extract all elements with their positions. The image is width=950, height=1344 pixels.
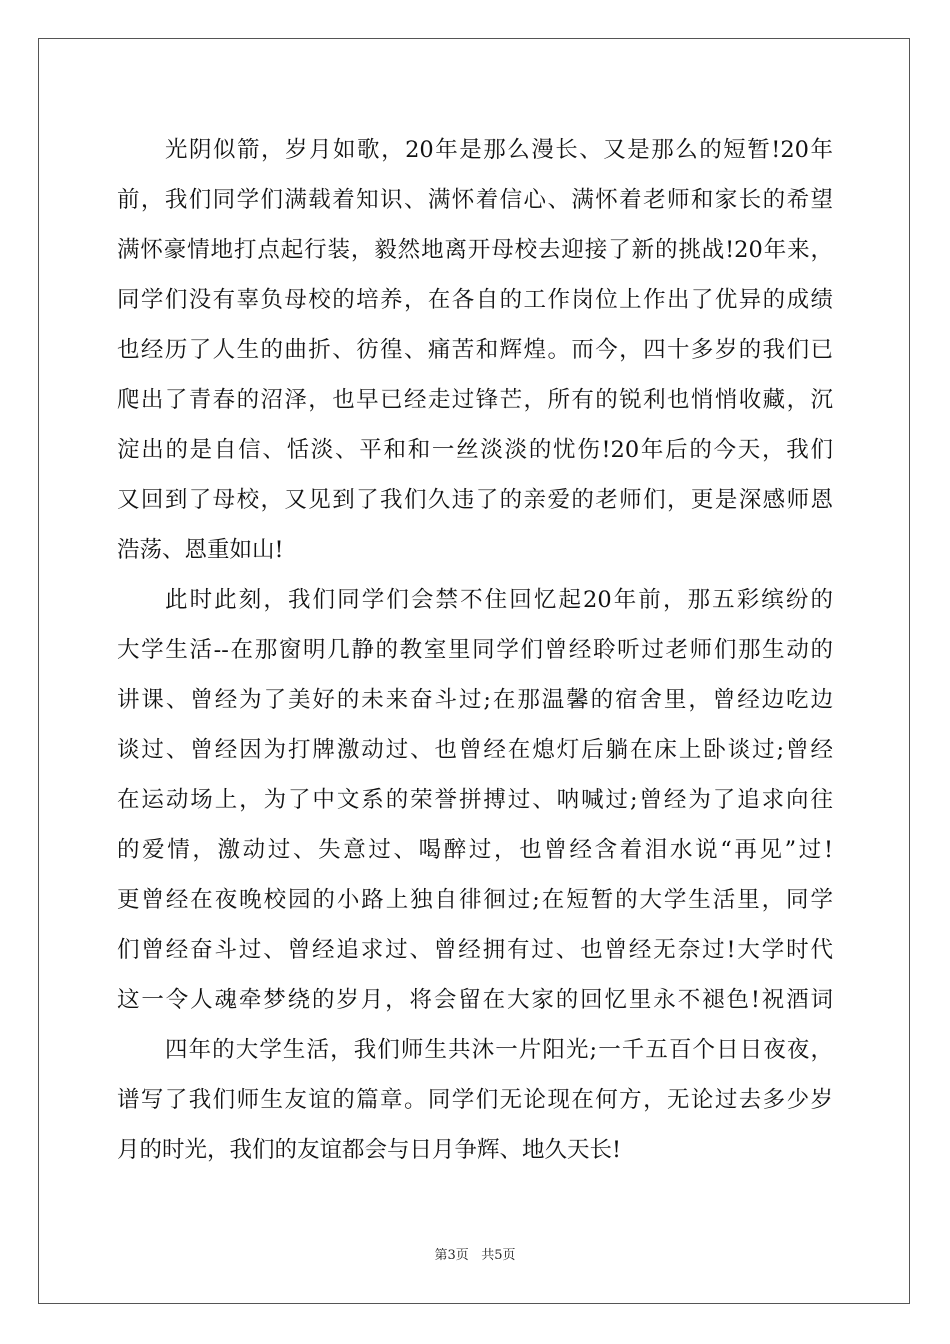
paragraph-2-line-4: 谈过、曾经因为打牌激动过、也曾经在熄灯后躺在床上卧谈过;曾经 (117, 737, 833, 763)
paragraph-2-line-3: 讲课、曾经为了美好的未来奋斗过;在那温馨的宿舍里，曾经边吃边 (117, 687, 833, 713)
paragraph-1-line-7: 淀出的是自信、恬淡、平和和一丝淡淡的忧伤!20年后的今天，我们 (117, 437, 833, 463)
page-footer (0, 1247, 950, 1265)
paragraph-1-line-6: 爬出了青春的沼泽，也早已经走过锋芒，所有的锐利也悄悄收藏，沉 (117, 387, 833, 413)
paragraph-1-line-1: 光阴似箭，岁月如歌，20年是那么漫长、又是那么的短暂!20年 (165, 137, 833, 163)
paragraph-1-line-4: 同学们没有辜负母校的培养，在各自的工作岗位上作出了优异的成绩 (117, 287, 833, 313)
paragraph-1-line-3: 满怀豪情地打点起行装，毅然地离开母校去迎接了新的挑战!20年来， (117, 237, 833, 263)
paragraph-2-line-7: 更曾经在夜晚校园的小路上独自徘徊过;在短暂的大学生活里，同学 (117, 887, 833, 913)
paragraph-2-line-1: 此时此刻，我们同学们会禁不住回忆起20年前，那五彩缤纷的 (165, 587, 833, 613)
paragraph-2-line-6: 的爱情，激动过、失意过、喝醉过，也曾经含着泪水说“再见”过! (117, 837, 833, 863)
paragraph-3-line-2: 谱写了我们师生友谊的篇章。同学们无论现在何方，无论过去多少岁 (117, 1087, 833, 1113)
paragraph-1-line-2: 前，我们同学们满载着知识、满怀着信心、满怀着老师和家长的希望 (117, 187, 833, 213)
paragraph-3-line-1: 四年的大学生活，我们师生共沐一片阳光;一千五百个日日夜夜， (165, 1037, 833, 1063)
paragraph-2-line-9: 这一令人魂牵梦绕的岁月，将会留在大家的回忆里永不褪色!祝酒词 (117, 987, 833, 1013)
paragraph-3-line-3: 月的时光，我们的友谊都会与日月争辉、地久天长! (117, 1137, 622, 1163)
paragraph-1-line-8: 又回到了母校，又见到了我们久违了的亲爱的老师们，更是深感师恩 (117, 487, 833, 513)
paragraph-1-line-9: 浩荡、恩重如山! (117, 537, 284, 563)
page-number: 第3页 (434, 1248, 469, 1263)
page-total: 共5页 (481, 1248, 516, 1263)
paragraph-2-line-5: 在运动场上，为了中文系的荣誉拼搏过、呐喊过;曾经为了追求向往 (117, 787, 833, 813)
paragraph-2-line-2: 大学生活--在那窗明几静的教室里同学们曾经聆听过老师们那生动的 (117, 637, 833, 663)
paragraph-1-line-5: 也经历了人生的曲折、彷徨、痛苦和辉煌。而今，四十多岁的我们已 (117, 337, 833, 363)
paragraph-2-line-8: 们曾经奋斗过、曾经追求过、曾经拥有过、也曾经无奈过!大学时代 (117, 937, 833, 963)
